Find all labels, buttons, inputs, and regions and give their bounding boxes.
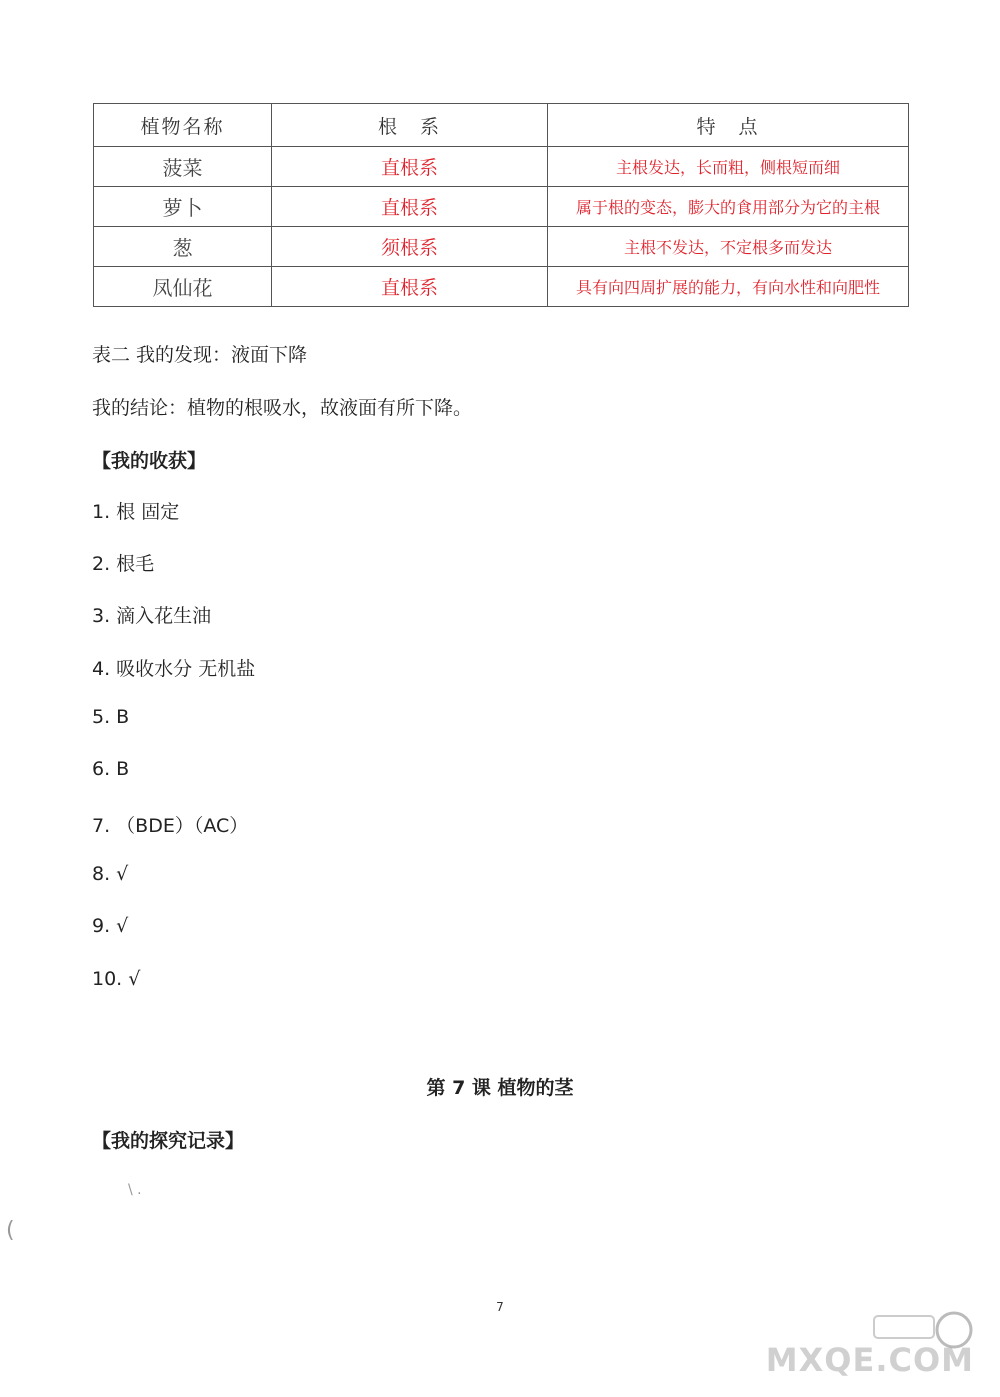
watermark-text: MXQE.COM (765, 1341, 974, 1379)
page-number: 7 (496, 1300, 504, 1314)
plant-name-cell: 萝卜 (94, 187, 272, 227)
finding-text: 表二 我的发现：液面下降 (92, 344, 308, 366)
header-root-system: 根 系 (272, 104, 548, 147)
conclusion-text: 我的结论：植物的根吸水，故液面有所下降。 (92, 397, 473, 419)
scan-speck: ( (6, 1218, 15, 1243)
answer-item: 3. 滴入花生油 (92, 605, 212, 627)
answer-item: 7. （BDE）（AC） (92, 815, 249, 837)
root-system-cell: 直根系 (272, 187, 548, 227)
feature-cell: 主根发达，长而粗，侧根短而细 (548, 147, 909, 187)
feature-cell: 具有向四周扩展的能力，有向水性和向肥性 (548, 267, 909, 307)
table-row (94, 147, 909, 187)
root-system-cell: 直根系 (272, 267, 548, 307)
table-row (94, 227, 909, 267)
answer-item: 5. B (92, 706, 130, 728)
answer-item: 10. √ (92, 968, 141, 990)
answer-item: 6. B (92, 758, 130, 780)
answer-item: 1. 根 固定 (92, 501, 180, 523)
plant-name-cell: 葱 (94, 227, 272, 267)
header-features: 特 点 (548, 104, 909, 147)
explore-heading: 【我的探究记录】 (92, 1130, 245, 1152)
answer-item: 4. 吸收水分 无机盐 (92, 658, 256, 680)
lesson-title: 第 7 课 植物的茎 (426, 1077, 574, 1099)
scan-speck: \ . (128, 1182, 142, 1198)
root-system-table (93, 103, 908, 307)
harvest-heading: 【我的收获】 (92, 450, 207, 472)
answer-item: 2. 根毛 (92, 553, 155, 575)
root-system-cell: 须根系 (272, 227, 548, 267)
table-row (94, 187, 909, 227)
header-plant-name: 植物名称 (94, 104, 272, 147)
plant-name-cell: 凤仙花 (94, 267, 272, 307)
table-row (94, 267, 909, 307)
feature-cell: 属于根的变态，膨大的食用部分为它的主根 (548, 187, 909, 227)
table-header-row (94, 104, 909, 147)
root-system-cell: 直根系 (272, 147, 548, 187)
plant-name-cell: 菠菜 (94, 147, 272, 187)
answer-item: 8. √ (92, 863, 129, 885)
feature-cell: 主根不发达，不定根多而发达 (548, 227, 909, 267)
answer-item: 9. √ (92, 915, 129, 937)
